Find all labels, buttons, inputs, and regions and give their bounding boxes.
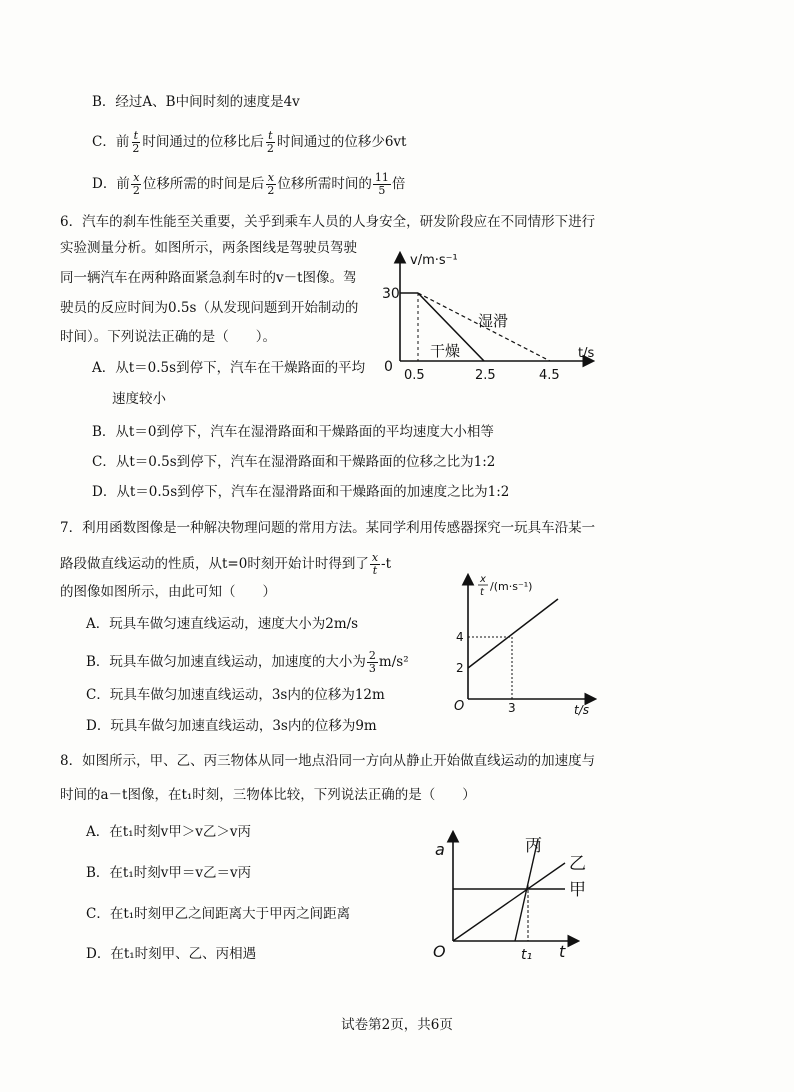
q6-x-label: t/s: [578, 346, 595, 361]
q6-label-wet: 湿滑: [478, 312, 509, 330]
q7-ylabel-unit: /(m·s⁻¹): [490, 580, 533, 593]
q7-option-d: D．玩具车做匀加速直线运动，3s内的位移为9m: [86, 718, 377, 734]
q6-stem-line1: 6．汽车的刹车性能至关重要，关乎到乘车人员的人身安全，研发阶段应在不同情形下进行: [60, 214, 596, 230]
q8-x-tick-t1: t₁: [521, 947, 533, 963]
q8-stem-line1: 8．如图所示，甲、乙、丙三物体从同一地点沿同一方向从静止开始做直线运动的加速度与: [60, 753, 596, 769]
q7-y-tick-2: 2: [456, 661, 464, 675]
q7-origin: O: [454, 699, 465, 714]
q8-stem-line2: 时间的a－t图像，在t₁时刻，三物体比较，下列说法正确的是（ ）: [60, 787, 476, 803]
q6-origin: 0: [384, 359, 393, 375]
q6-y-tick-30: 30: [382, 286, 400, 302]
q8-line-yi: [453, 863, 565, 941]
q7-graph: [440, 568, 610, 728]
q6-stem-line2: 实验测量分析。如图所示，两条图线是驾驶员驾驶: [60, 240, 357, 256]
q6-option-a-line1: A．从t＝0.5s到停下，汽车在干燥路面的平均: [92, 360, 366, 376]
q6-y-label: v/m·s⁻¹: [410, 253, 458, 268]
q8-label-yi: 乙: [569, 854, 586, 874]
q6-label-dry: 干燥: [430, 342, 461, 360]
q8-option-c: C．在t₁时刻甲乙之间距离大于甲丙之间距离: [86, 906, 351, 922]
q8-at-graph: [425, 825, 605, 970]
q8-option-d: D．在t₁时刻甲、乙、丙相遇: [86, 946, 257, 962]
q8-option-b: B．在t₁时刻v甲＝v乙＝v丙: [86, 865, 252, 881]
q7-x-label: t/s: [574, 703, 589, 717]
q6-stem-line4: 驶员的反应时间为0.5s（从发现问题到开始制动的: [60, 300, 359, 316]
q7-option-a: A．玩具车做匀速直线运动，速度大小为2m/s: [86, 616, 359, 632]
q5-option-c: C．前 $\frac{t}{2}$ 时间通过的位移比后 $\frac{t}{2}$ 时间通过的位移少6vt: [92, 129, 407, 155]
page-footer: 试卷第2页，共6页: [341, 1017, 453, 1033]
q8-label-bing: 丙: [525, 836, 542, 856]
q8-x-label: t: [559, 942, 566, 961]
q5-option-b: B．经过A、B中间时刻的速度是4v: [92, 94, 300, 110]
q5-option-d: D．前 $\frac{x}{2}$ 位移所需的时间是后 $\frac{x}{2}$ 位移所需时间的 $\frac{11}{5}$ 倍: [92, 171, 406, 197]
q6-stem-line3: 同一辆汽车在两种路面紧急刹车时的v－t图像。驾: [60, 270, 357, 286]
q7-ylabel-den: t: [480, 587, 484, 598]
q6-x-tick-0.5: 0.5: [404, 368, 425, 383]
q7-stem-line2: 路段做直线运动的性质，从t=0时刻开始计时得到了 $\frac{x}{t}$ -t: [60, 551, 392, 577]
q6-option-b: B．从t＝0到停下，汽车在湿滑路面和干燥路面的平均速度大小相等: [92, 424, 494, 440]
q6-option-a-line2: 速度较小: [112, 391, 166, 407]
q7-data-line: [468, 599, 558, 668]
q8-origin: O: [433, 942, 446, 961]
q7-option-c: C．玩具车做匀加速直线运动，3s内的位移为12m: [86, 687, 385, 703]
q6-x-tick-2.5: 2.5: [475, 368, 496, 383]
q6-option-d: D．从t＝0.5s到停下，汽车在湿滑路面和干燥路面的加速度之比为1:2: [92, 484, 510, 500]
q8-option-a: A．在t₁时刻v甲＞v乙＞v丙: [86, 824, 251, 840]
q7-stem-line1: 7．利用函数图像是一种解决物理问题的常用方法。某同学利用传感器探究一玩具车沿某一: [60, 520, 596, 536]
q7-option-b: B．玩具车做匀加速直线运动，加速度的大小为 $\frac{2}{3}$ m/s²: [86, 649, 409, 675]
q7-x-tick-3: 3: [508, 701, 516, 715]
q6-vt-graph: [370, 240, 610, 390]
q6-option-c: C．从t＝0.5s到停下，汽车在湿滑路面和干燥路面的位移之比为1:2: [92, 454, 496, 470]
q7-ylabel-num: x: [480, 574, 486, 585]
q8-label-jia: 甲: [569, 880, 586, 900]
q6-x-tick-4.5: 4.5: [539, 368, 560, 383]
q7-y-tick-4: 4: [456, 630, 464, 644]
q8-y-label: a: [435, 840, 445, 859]
q6-stem-line5: 时间）。下列说法正确的是（ ）。: [60, 329, 276, 345]
q7-stem-line3: 的图像如图所示，由此可知（ ）: [60, 584, 276, 600]
